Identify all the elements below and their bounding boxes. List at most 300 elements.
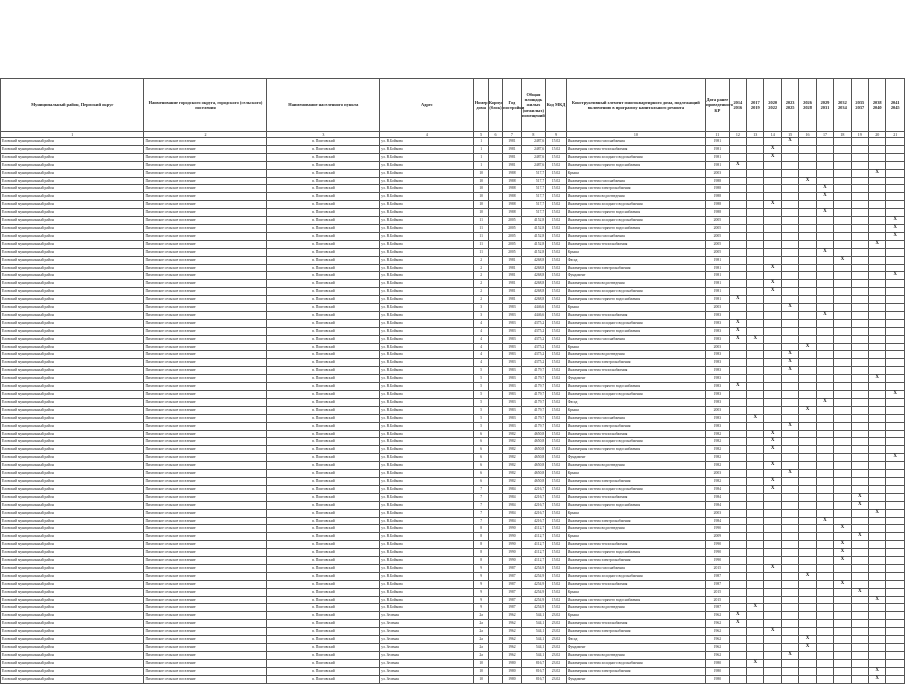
schedule-cell bbox=[729, 557, 746, 565]
table-cell: п. Пихтовский bbox=[267, 493, 380, 501]
schedule-cell bbox=[816, 612, 833, 620]
table-cell: 15.02 bbox=[546, 383, 566, 391]
schedule-cell bbox=[781, 209, 798, 217]
table-cell: Инженерная система теплоснабжения bbox=[566, 541, 705, 549]
table-row bbox=[1, 564, 905, 572]
table-cell: 4254,9 bbox=[521, 564, 546, 572]
schedule-cell bbox=[799, 256, 816, 264]
table-cell: 1983 bbox=[706, 311, 730, 319]
table-cell: п. Пихтовский bbox=[267, 628, 380, 636]
schedule-cell bbox=[869, 224, 886, 232]
schedule-cell bbox=[781, 533, 798, 541]
table-cell: 15.02 bbox=[546, 232, 566, 240]
table-cell bbox=[488, 604, 502, 612]
table-cell: п. Пихтовский bbox=[267, 232, 380, 240]
schedule-cell: X bbox=[729, 327, 746, 335]
schedule-cell: X bbox=[816, 248, 833, 256]
schedule-cell bbox=[781, 375, 798, 383]
table-cell: 23.02 bbox=[546, 667, 566, 675]
table-cell: п. Пихтовский bbox=[267, 509, 380, 517]
table-cell: Инженерная система холодного водоснабжения bbox=[566, 659, 705, 667]
schedule-cell: X bbox=[764, 564, 781, 572]
table-cell: Пихтовское сельское поселение bbox=[144, 454, 267, 462]
schedule-cell bbox=[869, 580, 886, 588]
schedule-cell bbox=[851, 153, 868, 161]
schedule-cell bbox=[764, 383, 781, 391]
schedule-cell bbox=[816, 588, 833, 596]
table-row bbox=[1, 485, 905, 493]
table-cell: 6 bbox=[474, 462, 488, 470]
table-row bbox=[1, 422, 905, 430]
schedule-cell bbox=[851, 644, 868, 652]
table-row bbox=[1, 549, 905, 557]
schedule-cell: X bbox=[764, 477, 781, 485]
schedule-cell bbox=[764, 177, 781, 185]
schedule-cell bbox=[869, 193, 886, 201]
schedule-cell bbox=[781, 454, 798, 462]
table-cell: 4 bbox=[474, 359, 488, 367]
table-cell: п. Пихтовский bbox=[267, 564, 380, 572]
schedule-cell bbox=[747, 470, 764, 478]
table-cell: ул. В.Бойкова bbox=[380, 375, 474, 383]
table-cell bbox=[488, 319, 502, 327]
table-cell: Еловский муниципальный район bbox=[1, 264, 144, 272]
schedule-cell bbox=[816, 572, 833, 580]
table-cell: 1984 bbox=[706, 517, 730, 525]
schedule-cell bbox=[781, 232, 798, 240]
schedule-cell bbox=[764, 454, 781, 462]
schedule-cell bbox=[816, 628, 833, 636]
table-cell: 2003 bbox=[706, 169, 730, 177]
table-cell: 1990 bbox=[503, 525, 521, 533]
table-cell: ул. В.Бойкова bbox=[380, 232, 474, 240]
schedule-cell bbox=[886, 177, 905, 185]
table-cell: 15.02 bbox=[546, 319, 566, 327]
schedule-cell bbox=[886, 193, 905, 201]
table-cell: 4112,7 bbox=[521, 541, 546, 549]
table-cell: Еловский муниципальный район bbox=[1, 272, 144, 280]
schedule-cell bbox=[851, 272, 868, 280]
table-cell: 1988 bbox=[503, 177, 521, 185]
table-cell: ул. В.Бойкова bbox=[380, 161, 474, 169]
table-cell: 4179,7 bbox=[521, 375, 546, 383]
table-cell: ул. В.Бойкова bbox=[380, 509, 474, 517]
table-cell: 1990 bbox=[503, 533, 521, 541]
schedule-cell bbox=[747, 430, 764, 438]
table-cell: ул. В.Бойкова bbox=[380, 564, 474, 572]
schedule-cell bbox=[834, 675, 851, 683]
schedule-cell bbox=[781, 541, 798, 549]
schedule-cell bbox=[747, 533, 764, 541]
schedule-cell bbox=[834, 391, 851, 399]
table-cell: 11 bbox=[474, 240, 488, 248]
column-header: 2035 2037 bbox=[851, 79, 868, 132]
table-cell: 2 bbox=[474, 288, 488, 296]
schedule-cell bbox=[799, 272, 816, 280]
table-cell: Еловский муниципальный район bbox=[1, 604, 144, 612]
table-cell: п. Пихтовский bbox=[267, 541, 380, 549]
table-cell: п. Пихтовский bbox=[267, 580, 380, 588]
schedule-cell bbox=[747, 367, 764, 375]
table-cell: п. Пихтовский bbox=[267, 446, 380, 454]
schedule-cell bbox=[886, 659, 905, 667]
schedule-cell bbox=[834, 185, 851, 193]
table-cell: п. Пихтовский bbox=[267, 612, 380, 620]
schedule-cell: X bbox=[781, 651, 798, 659]
schedule-cell bbox=[816, 651, 833, 659]
schedule-cell bbox=[781, 335, 798, 343]
table-cell: ул. В.Бойкова bbox=[380, 517, 474, 525]
table-cell: Пихтовское сельское поселение bbox=[144, 541, 267, 549]
schedule-cell bbox=[816, 296, 833, 304]
table-cell: Пихтовское сельское поселение bbox=[144, 596, 267, 604]
table-cell: 1 bbox=[474, 161, 488, 169]
table-cell: Крыша bbox=[566, 533, 705, 541]
schedule-cell bbox=[729, 169, 746, 177]
schedule-cell bbox=[834, 636, 851, 644]
table-cell: Крыша bbox=[566, 304, 705, 312]
table-cell: 816,7 bbox=[521, 667, 546, 675]
schedule-cell bbox=[886, 493, 905, 501]
schedule-cell bbox=[729, 604, 746, 612]
table-cell: п. Пихтовский bbox=[267, 256, 380, 264]
schedule-cell: X bbox=[729, 296, 746, 304]
table-row bbox=[1, 201, 905, 209]
table-cell: 1982 bbox=[706, 430, 730, 438]
table-cell: 5 bbox=[474, 391, 488, 399]
schedule-cell bbox=[747, 675, 764, 683]
schedule-cell bbox=[799, 588, 816, 596]
schedule-cell bbox=[764, 596, 781, 604]
table-cell: п. Пихтовский bbox=[267, 454, 380, 462]
table-cell bbox=[488, 296, 502, 304]
table-cell: Пихтовское сельское поселение bbox=[144, 493, 267, 501]
table-cell: Пихтовское сельское поселение bbox=[144, 564, 267, 572]
schedule-cell bbox=[729, 477, 746, 485]
column-number: 20 bbox=[869, 132, 886, 138]
schedule-cell: X bbox=[764, 438, 781, 446]
table-cell: 1984 bbox=[503, 493, 521, 501]
schedule-cell bbox=[834, 612, 851, 620]
schedule-cell bbox=[799, 422, 816, 430]
schedule-cell bbox=[834, 414, 851, 422]
table-cell: 1987 bbox=[706, 580, 730, 588]
table-cell: 15.02 bbox=[546, 138, 566, 146]
table-cell: 544,1 bbox=[521, 636, 546, 644]
schedule-cell bbox=[799, 240, 816, 248]
table-row bbox=[1, 217, 905, 225]
schedule-cell bbox=[816, 359, 833, 367]
schedule-cell bbox=[869, 557, 886, 565]
table-cell: п. Пихтовский bbox=[267, 177, 380, 185]
schedule-cell bbox=[816, 256, 833, 264]
table-cell: ул. В.Бойкова bbox=[380, 485, 474, 493]
schedule-cell: X bbox=[764, 153, 781, 161]
table-cell: 15.02 bbox=[546, 462, 566, 470]
table-cell: 4254,9 bbox=[521, 596, 546, 604]
table-cell: ул. Зеленая bbox=[380, 644, 474, 652]
schedule-cell bbox=[729, 517, 746, 525]
schedule-cell: X bbox=[781, 359, 798, 367]
table-cell: 4375,2 bbox=[521, 351, 546, 359]
schedule-cell bbox=[729, 264, 746, 272]
schedule-cell bbox=[764, 470, 781, 478]
schedule-cell bbox=[729, 509, 746, 517]
schedule-cell bbox=[834, 438, 851, 446]
schedule-cell bbox=[851, 541, 868, 549]
schedule-cell: X bbox=[747, 335, 764, 343]
table-cell: 4650,8 bbox=[521, 477, 546, 485]
schedule-cell bbox=[781, 414, 798, 422]
table-cell: Крыша bbox=[566, 343, 705, 351]
schedule-cell bbox=[799, 541, 816, 549]
schedule-cell bbox=[816, 557, 833, 565]
schedule-cell bbox=[851, 193, 868, 201]
table-row bbox=[1, 280, 905, 288]
schedule-cell bbox=[729, 533, 746, 541]
table-cell: п. Пихтовский bbox=[267, 145, 380, 153]
schedule-cell bbox=[834, 375, 851, 383]
schedule-cell bbox=[834, 644, 851, 652]
table-cell: 9 bbox=[474, 604, 488, 612]
table-cell: 1981 bbox=[706, 138, 730, 146]
schedule-cell bbox=[886, 438, 905, 446]
table-cell bbox=[488, 644, 502, 652]
table-cell: Еловский муниципальный район bbox=[1, 296, 144, 304]
column-header: Корпус (блок) bbox=[488, 79, 502, 132]
table-cell: Пихтовское сельское поселение bbox=[144, 398, 267, 406]
schedule-cell bbox=[729, 217, 746, 225]
schedule-cell: X bbox=[851, 501, 868, 509]
table-cell: Еловский муниципальный район bbox=[1, 391, 144, 399]
schedule-cell bbox=[729, 177, 746, 185]
schedule-cell bbox=[729, 675, 746, 683]
table-cell: ул. В.Бойкова bbox=[380, 145, 474, 153]
table-cell: 2005 bbox=[706, 240, 730, 248]
table-cell: 8 bbox=[474, 525, 488, 533]
schedule-cell bbox=[799, 359, 816, 367]
schedule-cell bbox=[781, 224, 798, 232]
table-cell bbox=[488, 572, 502, 580]
table-cell: 15.02 bbox=[546, 470, 566, 478]
schedule-cell: X bbox=[799, 406, 816, 414]
table-row bbox=[1, 240, 905, 248]
table-cell: 2005 bbox=[706, 232, 730, 240]
schedule-cell bbox=[747, 557, 764, 565]
table-cell: 10 bbox=[474, 675, 488, 683]
table-cell: Пихтовское сельское поселение bbox=[144, 319, 267, 327]
schedule-cell: X bbox=[869, 375, 886, 383]
schedule-cell bbox=[834, 264, 851, 272]
table-cell: 1983 bbox=[503, 414, 521, 422]
table-cell: п. Пихтовский bbox=[267, 470, 380, 478]
schedule-cell bbox=[729, 288, 746, 296]
table-cell: 1984 bbox=[503, 485, 521, 493]
table-cell: 15.02 bbox=[546, 485, 566, 493]
table-cell: п. Пихтовский bbox=[267, 398, 380, 406]
table-cell: Крыша bbox=[566, 406, 705, 414]
table-row bbox=[1, 667, 905, 675]
column-header: Наименование городского округа, городского (сельского) поселения bbox=[144, 79, 267, 132]
schedule-cell bbox=[799, 383, 816, 391]
schedule-cell bbox=[747, 224, 764, 232]
table-row bbox=[1, 224, 905, 232]
schedule-cell bbox=[886, 667, 905, 675]
table-cell bbox=[488, 588, 502, 596]
table-cell: 1983 bbox=[706, 359, 730, 367]
table-cell: ул. В.Бойкова bbox=[380, 367, 474, 375]
table-cell: 1988 bbox=[503, 201, 521, 209]
table-cell: 1962 bbox=[503, 644, 521, 652]
table-cell: Пихтовское сельское поселение bbox=[144, 185, 267, 193]
table-cell: Крыша bbox=[566, 588, 705, 596]
schedule-cell: X bbox=[816, 185, 833, 193]
schedule-cell bbox=[886, 288, 905, 296]
schedule-cell: X bbox=[799, 636, 816, 644]
table-cell: 1983 bbox=[706, 398, 730, 406]
table-cell: Инженерная система холодного водоснабжения bbox=[566, 572, 705, 580]
schedule-cell bbox=[816, 217, 833, 225]
table-cell bbox=[488, 493, 502, 501]
schedule-cell bbox=[781, 311, 798, 319]
schedule-cell bbox=[781, 659, 798, 667]
table-row bbox=[1, 185, 905, 193]
schedule-cell bbox=[851, 304, 868, 312]
table-cell: Инженерная система горячего водоснабжения bbox=[566, 296, 705, 304]
table-cell: 2 bbox=[474, 296, 488, 304]
schedule-cell: X bbox=[781, 422, 798, 430]
table-cell: 15.02 bbox=[546, 343, 566, 351]
schedule-cell bbox=[799, 169, 816, 177]
table-cell: 9 bbox=[474, 564, 488, 572]
table-cell: 2 bbox=[474, 280, 488, 288]
table-cell: Инженерная система горячего водоснабжения bbox=[566, 549, 705, 557]
schedule-cell: X bbox=[869, 509, 886, 517]
table-row bbox=[1, 272, 905, 280]
schedule-cell bbox=[886, 470, 905, 478]
schedule-cell: X bbox=[886, 454, 905, 462]
table-cell bbox=[488, 201, 502, 209]
table-cell bbox=[488, 549, 502, 557]
schedule-cell bbox=[869, 430, 886, 438]
table-cell: 1988 bbox=[706, 193, 730, 201]
table-cell: Пихтовское сельское поселение bbox=[144, 525, 267, 533]
schedule-cell bbox=[834, 596, 851, 604]
schedule-cell bbox=[869, 588, 886, 596]
schedule-cell bbox=[816, 327, 833, 335]
schedule-cell bbox=[764, 138, 781, 146]
table-cell: 1982 bbox=[503, 477, 521, 485]
table-cell: 1984 bbox=[503, 509, 521, 517]
column-header: 2023 2025 bbox=[781, 79, 798, 132]
schedule-cell bbox=[729, 525, 746, 533]
table-cell: ул. В.Бойкова bbox=[380, 264, 474, 272]
schedule-cell: X bbox=[799, 177, 816, 185]
table-cell bbox=[488, 557, 502, 565]
table-cell bbox=[488, 256, 502, 264]
table-cell bbox=[488, 525, 502, 533]
schedule-cell bbox=[747, 256, 764, 264]
schedule-cell bbox=[729, 193, 746, 201]
table-cell: 1981 bbox=[706, 264, 730, 272]
schedule-cell bbox=[781, 430, 798, 438]
schedule-cell bbox=[851, 454, 868, 462]
schedule-cell bbox=[851, 351, 868, 359]
schedule-cell: X bbox=[869, 667, 886, 675]
schedule-cell: X bbox=[834, 580, 851, 588]
schedule-cell bbox=[781, 319, 798, 327]
column-header: 2041 2045 bbox=[886, 79, 905, 132]
table-cell: 1987 bbox=[503, 564, 521, 572]
column-number: 5 bbox=[474, 132, 488, 138]
table-cell: Еловский муниципальный район bbox=[1, 240, 144, 248]
table-cell: 1981 bbox=[503, 264, 521, 272]
table-cell: Пихтовское сельское поселение bbox=[144, 406, 267, 414]
table-cell: 6 bbox=[474, 446, 488, 454]
table-cell: 7 bbox=[474, 509, 488, 517]
schedule-cell bbox=[886, 138, 905, 146]
table-cell: 1984 bbox=[503, 501, 521, 509]
table-cell: Еловский муниципальный район bbox=[1, 462, 144, 470]
schedule-cell bbox=[781, 438, 798, 446]
table-cell: 517,7 bbox=[521, 201, 546, 209]
table-cell bbox=[488, 280, 502, 288]
table-cell: Пихтовское сельское поселение bbox=[144, 438, 267, 446]
table-cell: 10 bbox=[474, 201, 488, 209]
table-cell: Инженерная система электроснабжения bbox=[566, 628, 705, 636]
table-cell: ул. В.Бойкова bbox=[380, 533, 474, 541]
table-cell: Инженерная система теплоснабжения bbox=[566, 620, 705, 628]
table-cell: Пихтовское сельское поселение bbox=[144, 572, 267, 580]
table-cell: 4179,7 bbox=[521, 414, 546, 422]
table-cell: п. Пихтовский bbox=[267, 201, 380, 209]
table-cell: 1990 bbox=[706, 557, 730, 565]
schedule-cell bbox=[781, 604, 798, 612]
schedule-cell bbox=[816, 153, 833, 161]
table-cell: Еловский муниципальный район bbox=[1, 588, 144, 596]
schedule-cell bbox=[781, 667, 798, 675]
schedule-cell bbox=[834, 422, 851, 430]
schedule-cell bbox=[781, 636, 798, 644]
table-cell: 4254,9 bbox=[521, 604, 546, 612]
table-cell: 1990 bbox=[706, 541, 730, 549]
schedule-cell bbox=[886, 525, 905, 533]
schedule-cell bbox=[886, 485, 905, 493]
table-cell: п. Пихтовский bbox=[267, 667, 380, 675]
schedule-cell: X bbox=[747, 414, 764, 422]
table-cell: Пихтовское сельское поселение bbox=[144, 612, 267, 620]
table-cell: 4650,8 bbox=[521, 454, 546, 462]
table-cell: 1981 bbox=[503, 296, 521, 304]
table-cell: 2487,6 bbox=[521, 145, 546, 153]
table-cell: 4650,8 bbox=[521, 470, 546, 478]
table-row bbox=[1, 335, 905, 343]
table-cell: Еловский муниципальный район bbox=[1, 454, 144, 462]
schedule-cell bbox=[886, 367, 905, 375]
table-row bbox=[1, 659, 905, 667]
schedule-cell bbox=[764, 398, 781, 406]
schedule-cell bbox=[781, 169, 798, 177]
table-cell: 1987 bbox=[503, 604, 521, 612]
schedule-cell bbox=[747, 572, 764, 580]
table-cell bbox=[488, 517, 502, 525]
table-cell: п. Пихтовский bbox=[267, 414, 380, 422]
schedule-cell bbox=[781, 501, 798, 509]
schedule-cell bbox=[886, 462, 905, 470]
schedule-cell bbox=[869, 201, 886, 209]
table-cell: п. Пихтовский bbox=[267, 209, 380, 217]
table-cell bbox=[488, 311, 502, 319]
